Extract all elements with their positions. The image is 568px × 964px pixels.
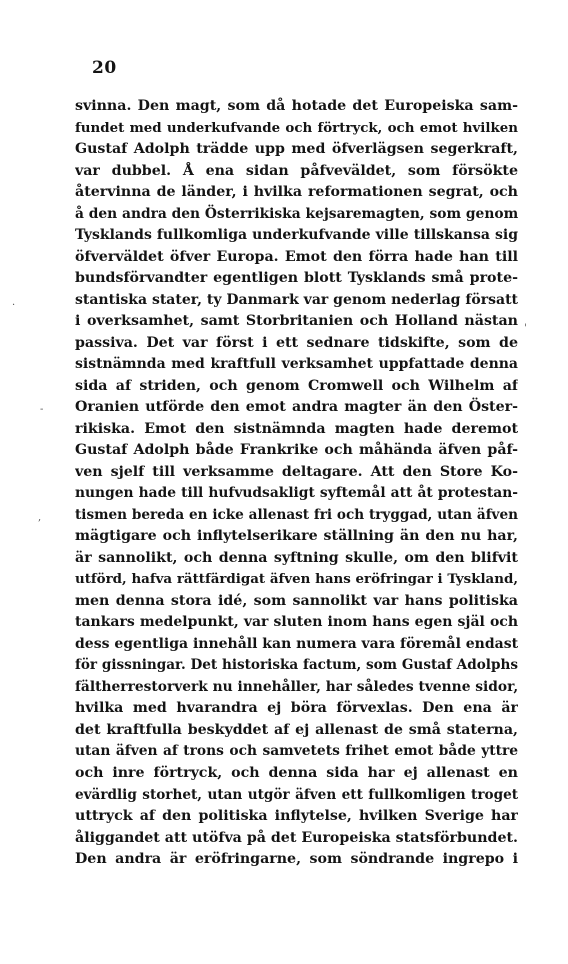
text-line: Tysklands fullkomliga underkufvande ville tillskansa sig bbox=[75, 227, 518, 244]
margin-speck: , bbox=[38, 512, 42, 523]
text-line: rikiska. Emot den sistnämnda magten hade deremot bbox=[75, 420, 518, 437]
text-line: var dubbel. Å ena sidan påfveväldet, som försökte bbox=[75, 162, 518, 179]
text-line: det kraftfulla beskyddet af ej allenast de små staterna, bbox=[75, 721, 518, 738]
text-line: tismen bereda en icke allenast fri och tryggad, utan äfven bbox=[75, 506, 518, 523]
text-line: mägtigare och inflytelserikare ställning än den nu har, bbox=[75, 528, 518, 545]
text-line: Gustaf Adolph trädde upp med öfverlägsen segerkraft, bbox=[75, 141, 518, 158]
body-text bbox=[75, 96, 518, 871]
text-line: utan äfven af trons och samvetets frihet emot både yttre bbox=[75, 743, 518, 760]
text-line: hvilka med hvarandra ej böra förvexlas. Den ena är bbox=[75, 700, 518, 717]
text-line: och inre förtryck, och denna sida har ej allenast en bbox=[75, 764, 518, 781]
text-line: bundsförvandter egentligen blott Tysklands små prote- bbox=[75, 270, 518, 287]
text-line: svinna. Den magt, som då hotade det Europeiska sam- bbox=[75, 98, 518, 114]
text-line: åliggandet att utöfva på det Europeiska statsförbundet. bbox=[75, 829, 518, 846]
text-line: passiva. Det var först i ett sednare tidskifte, som de bbox=[75, 334, 518, 351]
text-line: utförd, hafva rättfärdigat äfven hans eröfringar i Tyskland, bbox=[75, 571, 518, 588]
margin-speck: - bbox=[40, 404, 44, 415]
text-line: sida af striden, och genom Cromwell och Wilhelm af bbox=[75, 377, 518, 394]
text-line: nungen hade till hufvudsakligt syftemål att åt protestan- bbox=[75, 485, 518, 502]
text-line: men denna stora idé, som sannolikt var hans politiska bbox=[75, 592, 518, 609]
text-line: dess egentliga innehåll kan numera vara föremål endast bbox=[75, 635, 518, 652]
text-line: tankars medelpunkt, var sluten inom hans egen själ och bbox=[75, 614, 518, 631]
text-line: för gissningar. Det historiska factum, som Gustaf Adolphs bbox=[75, 657, 518, 674]
text-line: öfverväldet öfver Europa. Emot den förra hade han till bbox=[75, 248, 518, 265]
text-line: fundet med underkufvande och förtryck, och emot hvilken bbox=[75, 119, 518, 136]
text-line: fältherrestorverk nu innehåller, har således tvenne sidor, bbox=[75, 678, 518, 695]
text-line: Den andra är eröfringarne, som söndrande ingrepo i bbox=[75, 851, 518, 868]
text-line: stantiska stater, ty Danmark var genom nederlag försatt bbox=[75, 291, 518, 308]
text-line: i overksamhet, samt Storbritanien och Holland nästan bbox=[75, 313, 518, 330]
text-line: Oranien utförde den emot andra magter än den Öster- bbox=[75, 399, 518, 416]
text-line: å den andra den Österrikiska kejsaremagten, som genom bbox=[75, 205, 518, 222]
page-number: 20 bbox=[92, 58, 117, 78]
text-line: uttryck af den politiska inflytelse, hvilken Sverige har bbox=[75, 808, 518, 825]
text-line: är sannolikt, och denna syftning skulle, om den blifvit bbox=[75, 549, 518, 566]
margin-speck: ' bbox=[524, 323, 527, 334]
text-line: sistnämnda med kraftfull verksamhet uppfattade denna bbox=[75, 356, 518, 373]
text-line: ven sjelf till verksamme deltagare. Att den Store Ko- bbox=[75, 463, 518, 480]
text-line: Gustaf Adolph både Frankrike och måhända äfven påf- bbox=[75, 442, 518, 459]
text-line: återvinna de länder, i hvilka reformationen segrat, och bbox=[75, 184, 518, 201]
margin-speck: · bbox=[12, 300, 16, 311]
text-line: evärdlig storhet, utan utgör äfven ett fullkomligen troget bbox=[75, 786, 518, 803]
